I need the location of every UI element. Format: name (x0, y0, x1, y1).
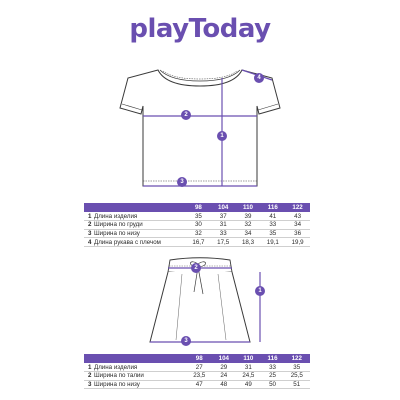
table-row: 1 Длина изделия 27 29 31 33 35 (84, 363, 310, 372)
skirt-marker-2: 2 (191, 263, 201, 273)
table-row: 3 Ширина по низу 47 48 49 50 51 (84, 380, 310, 389)
size-header: 104 (211, 203, 236, 212)
table-row: 1 Длина изделия 35 37 39 41 43 (84, 212, 310, 221)
size-header: 98 (186, 203, 211, 212)
skirt-drawing (0, 252, 400, 348)
tshirt-marker-1: 1 (217, 131, 227, 141)
brand-logo (0, 14, 400, 44)
table-row: 2 Ширина по груди 30 31 32 33 34 (84, 221, 310, 230)
size-header: 110 (235, 354, 261, 363)
table-row: 2 Ширина по талии 23,5 24 24,5 25 25,5 (84, 372, 310, 381)
table-row: 3 Ширина по низу 32 33 34 35 36 (84, 229, 310, 238)
size-header: 98 (186, 354, 212, 363)
size-header: 116 (260, 203, 285, 212)
brand-logo-text: playToday (129, 14, 271, 44)
tshirt-drawing (0, 56, 400, 192)
tshirt-outline (0, 56, 400, 192)
size-header: 122 (285, 203, 310, 212)
skirt-marker-1: 1 (255, 286, 265, 296)
skirt-size-table (84, 354, 310, 389)
tshirt-marker-2: 2 (181, 110, 191, 120)
skirt-marker-3: 3 (181, 336, 191, 346)
size-header: 122 (284, 354, 311, 363)
tshirt-marker-4: 4 (254, 73, 264, 83)
table-header-row (84, 354, 310, 363)
table-row: 4 Длина рукава с плечом 16,7 17,5 18,3 19,1 19,9 (84, 238, 310, 247)
tshirt-size-table (84, 203, 310, 247)
size-header: 110 (236, 203, 261, 212)
size-header: 104 (212, 354, 235, 363)
table-header-row (84, 203, 310, 212)
size-header: 116 (262, 354, 284, 363)
tshirt-marker-3: 3 (177, 177, 187, 187)
